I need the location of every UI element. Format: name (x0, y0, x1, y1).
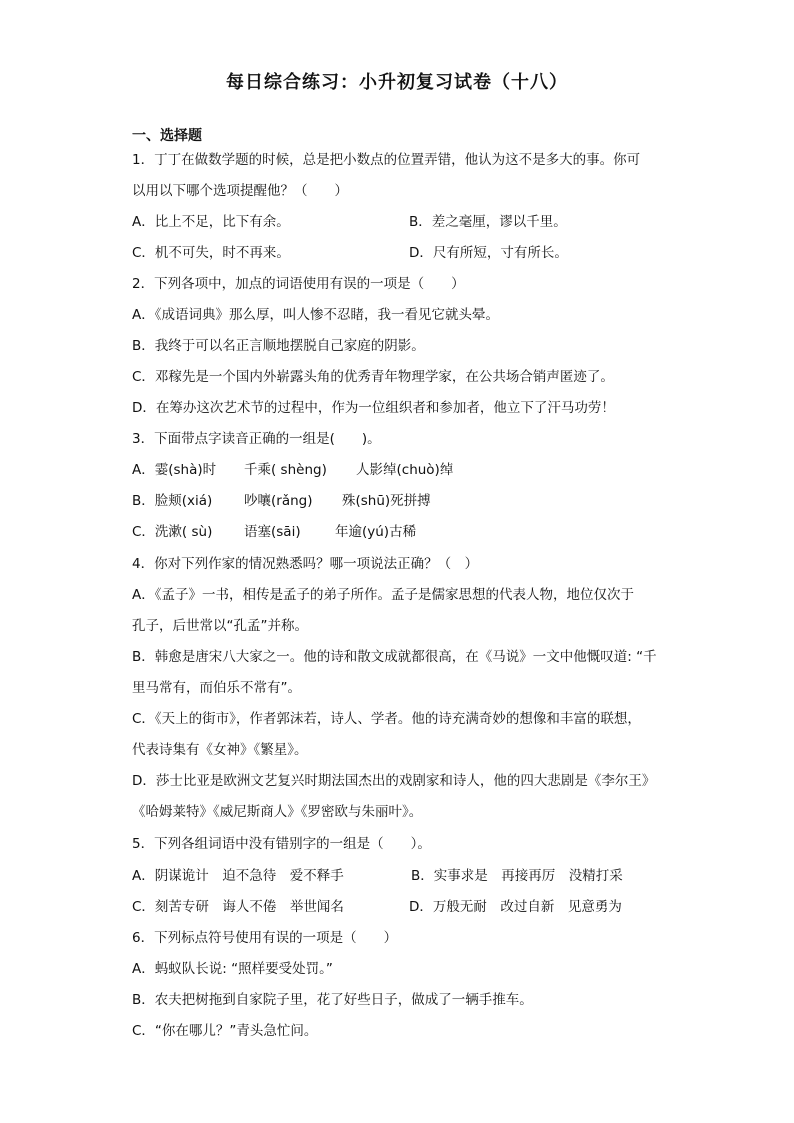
q2-stem: 2．下列各项中，加点的词语使用有误的一项是（ ） (132, 276, 465, 292)
q2-option-a: A．《成语词典》那么厚，叫人惨不忍睹，我一看见它就头晕。 (132, 307, 499, 323)
q3-option-c-2: 语塞(sāi) (244, 524, 301, 540)
q3-option-b-2: 吵嚷(rǎng) (244, 493, 313, 509)
section-heading: 一、选择题 (132, 128, 202, 144)
q5-option-b: B．实事求是 再接再厉 没精打采 (411, 868, 623, 884)
q1-option-a: A．比上不足，比下有余。 (132, 214, 290, 230)
q4-option-a-line1: A．《孟子》一书，相传是孟子的弟子所作。孟子是儒家思想的代表人物，地位仅次于 (132, 587, 634, 603)
q4-option-a-line2: 孔子，后世常以“孔孟”并称。 (132, 618, 308, 634)
q2-option-c: C．邓稼先是一个国内外崭露头角的优秀青年物理学家，在公共场合销声匿迹了。 (132, 369, 614, 385)
q1-stem-line2: 以用以下哪个选项提醒他？（ ） (132, 183, 348, 199)
q6-option-a: A．蚂蚁队长说: “照样要受处罚。” (132, 961, 333, 977)
q1-option-c: C．机不可失，时不再来。 (132, 245, 290, 261)
q1-option-d: D．尺有所短，寸有所长。 (409, 245, 568, 261)
q1-option-b: B．差之毫厘，谬以千里。 (409, 214, 567, 230)
q5-option-c: C．刻苦专研 诲人不倦 举世闻名 (132, 899, 344, 915)
q2-option-d: D．在筹办这次艺术节的过程中，作为一位组织者和参加者，他立下了汗马功劳！ (132, 400, 615, 416)
page-title: 每日综合练习：小升初复习试卷（十八） (226, 72, 568, 93)
q4-option-d-line2: 《哈姆莱特》《威尼斯商人》《罗密欧与朱丽叶》。 (132, 804, 423, 820)
q5-option-a: A．阴谋诡计 迫不急待 爱不释手 (132, 868, 344, 884)
q4-option-b-line1: B．韩愈是唐宋八大家之一。他的诗和散文成就都很高，在《马说》一文中他慨叹道: “千 (132, 649, 657, 665)
q4-option-b-line2: 里马常有，而伯乐不常有”。 (132, 680, 301, 696)
q3-option-a-2: 千乘( shèng) (244, 462, 327, 478)
q4-option-d-line1: D．莎士比亚是欧洲文艺复兴时期法国杰出的戏剧家和诗人，他的四大悲剧是《李尔王》 (132, 773, 656, 789)
q3-option-b-3: 殊(shū)死拼搏 (342, 493, 431, 509)
q6-stem: 6．下列标点符号使用有误的一项是（ ） (132, 930, 398, 946)
q5-option-d: D．万般无耐 改过自新 见意勇为 (409, 899, 622, 915)
q4-option-c-line2: 代表诗集有《女神》《繁星》。 (132, 742, 308, 758)
q5-stem: 5．下列各组词语中没有错别字的一组是（ ）。 (132, 836, 431, 852)
q4-stem: 4．你对下列作家的情况熟悉吗？哪一项说法正确？（ ） (132, 556, 479, 572)
q3-option-b-1: B．脸颊(xiá) (132, 493, 213, 509)
q3-option-c-3: 年逾(yú)古稀 (335, 524, 417, 540)
q4-option-c-line1: C．《天上的街市》，作者郭沫若，诗人、学者。他的诗充满奇妙的想像和丰富的联想， (132, 711, 641, 727)
q3-option-a-1: A．霎(shà)时 (132, 462, 217, 478)
q2-option-b: B．我终于可以名正言顺地摆脱自己家庭的阴影。 (132, 338, 425, 354)
q6-option-b: B．农夫把树拖到自家院子里，花了好些日子，做成了一辆手推车。 (132, 992, 533, 1008)
q3-stem: 3．下面带点字读音正确的一组是( )。 (132, 431, 381, 447)
q3-option-a-3: 人影绰(chuò)绰 (356, 462, 454, 478)
q1-stem-line1: 1．丁丁在做数学题的时候，总是把小数点的位置弄错，他认为这不是多大的事。你可 (132, 152, 641, 168)
q3-option-c-1: C．洗漱( sù) (132, 524, 213, 540)
q6-option-c: C．“你在哪儿？”青头急忙问。 (132, 1023, 318, 1039)
